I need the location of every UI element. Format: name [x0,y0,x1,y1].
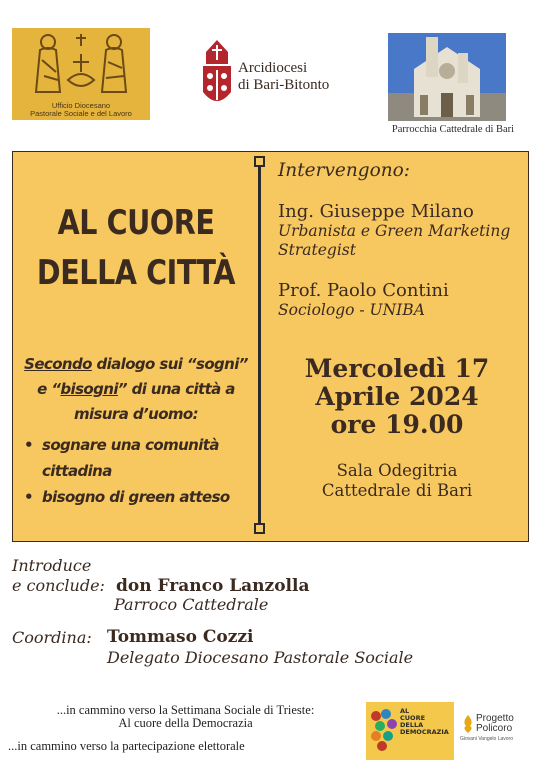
ufficio-logo-line1: Ufficio Diocesano [51,101,111,110]
speaker-name: Prof. Paolo Contini [278,280,449,301]
bishop-crest-icon [198,38,236,116]
event-date-line2: Aprile 2024 [315,382,479,411]
heart-mosaic-icon [368,702,402,760]
progetto-policoro-logo: Progetto Policoro Giovani Vangelo Lavoro [460,713,514,742]
topic-item: • sognare una comunità cittadina [22,432,258,484]
speaker-name: Ing. Giuseppe Milano [278,201,474,222]
cathedral-photo [388,33,506,121]
ufficio-logo-line2: Pastorale Sociale e del Lavoro [30,109,132,118]
policoro-subtitle: Giovani Vangelo Lavoro [460,736,513,742]
topics-list [22,432,258,510]
footer-elections-note: ...in cammino verso la partecipazione elettorale [8,739,245,753]
panel-divider [258,160,261,530]
democrazia-poster-title: AL CUORE DELLA DEMOCRAZIA [400,707,449,736]
footer-trieste-note: ...in cammino verso la Settimana Sociale di Trieste: Al cuore della Democrazia [56,703,315,730]
intro-label: Introduce e conclude: [12,556,105,595]
topic-item: • bisogno di green atteso [22,484,258,510]
venue-line2: Cattedrale di Bari [321,481,473,500]
policoro-flame-icon [460,714,476,734]
parrocchia-caption: Parrocchia Cattedrale di Bari [391,124,515,135]
venue-line1: Sala Odegitria [336,461,458,480]
ufficio-pastorale-logo [12,28,150,120]
event-title-line2: DELLA CITTÀ [36,253,236,293]
intro-person-name: don Franco Lanzolla [116,576,310,596]
coordinator-label: Coordina: [12,628,92,647]
coordinator-role: Delegato Diocesano Pastorale Sociale [107,648,414,667]
coordinator-name: Tommaso Cozzi [107,627,254,647]
event-venue [262,461,532,501]
intro-person-role: Parroco Cattedrale [114,595,269,614]
arcidiocesi-name-line1: Arcidiocesi [238,60,308,76]
saints-illustration-icon [18,32,144,100]
arcidiocesi-logo [198,38,348,118]
speaker-role: Sociologo - UNIBA [278,301,425,319]
democrazia-poster-thumbnail [366,702,454,760]
event-datetime [262,355,532,439]
speakers-label: Intervengono: [278,160,411,181]
arcidiocesi-name-line2: di Bari-Bitonto [238,77,330,93]
event-time: ore 19.00 [330,410,464,439]
event-subtitle: Secondo dialogo sui “sogni” e “bisogni” di una città a misura d’uomo: [24,355,248,423]
event-date-line1: Mercoledì 17 [304,354,490,383]
event-title [35,198,237,298]
event-title-line1: AL CUORE [57,203,215,243]
speaker-role: Urbanista e Green Marketing Strategist [278,222,511,259]
